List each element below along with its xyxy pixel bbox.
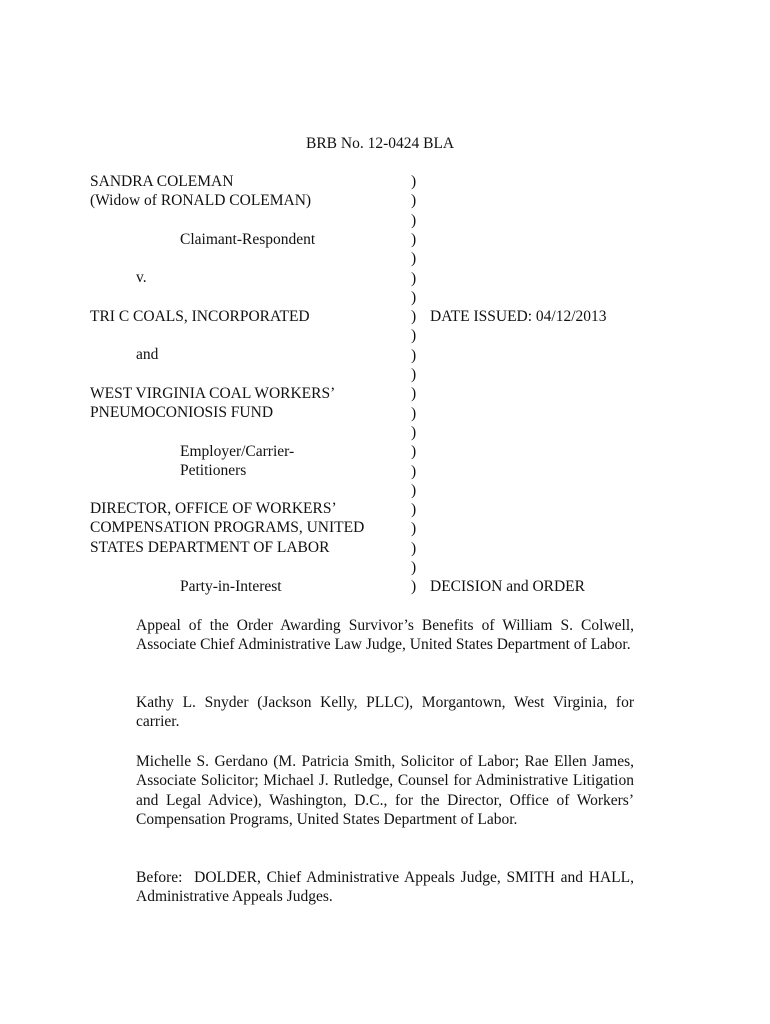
caption-paren: ) (411, 366, 417, 383)
director-counsel-paragraph: Michelle S. Gerdano (M. Patricia Smith, Solicitor of Labor; Rae Ellen James, Associate Solicitor; Michael J. Rutledge, Counsel for Administrative Litigation and Legal Advice), Washington, D.C., for the Director, Office of Workers’ Compensation Programs, United States Department of Labor. (136, 753, 634, 828)
before-paragraph: Before: DOLDER, Chief Administrative Appeals Judge, SMITH and HALL, Administrative Appeals Judges. (136, 869, 638, 906)
caption-paren: ) (411, 559, 417, 576)
director-line2: COMPENSATION PROGRAMS, UNITED (90, 519, 365, 536)
caption-paren: ) (411, 192, 417, 210)
claimant-widow-of: (Widow of RONALD COLEMAN) (90, 192, 312, 209)
caption-paren: ) (411, 539, 417, 557)
fund-name-line2: PNEUMOCONIOSIS FUND (90, 404, 274, 421)
caption-paren: ) (411, 481, 417, 499)
decision-and-order: DECISION and ORDER (430, 578, 585, 595)
caption-paren: ) (411, 269, 417, 287)
caption-paren: ) (411, 230, 417, 248)
caption-paren: ) (411, 404, 417, 422)
petitioner-role-line1: Employer/Carrier- (180, 443, 295, 460)
employer-name: TRI C COALS, INCORPORATED (90, 308, 310, 325)
claimant-role: Claimant-Respondent (180, 231, 316, 248)
caption-paren: ) (411, 288, 417, 306)
director-line1: DIRECTOR, OFFICE OF WORKERS’ (90, 500, 337, 517)
party-in-interest: Party-in-Interest (180, 578, 282, 595)
caption-paren: ) (411, 173, 417, 190)
caption-paren: ) (411, 327, 417, 345)
director-line3: STATES DEPARTMENT OF LABOR (90, 539, 330, 556)
carrier-counsel-paragraph: Kathy L. Snyder (Jackson Kelly, PLLC), Morgantown, West Virginia, for carrier. (136, 694, 634, 731)
docket-number: BRB No. 12-0424 BLA (306, 135, 455, 152)
caption-paren: ) (411, 385, 417, 403)
caption-paren: ) (411, 308, 417, 326)
caption-paren: ) (411, 423, 417, 441)
caption-paren: ) (411, 346, 417, 364)
caption-paren: ) (411, 250, 417, 268)
and-connector: and (136, 346, 159, 363)
date-issued: DATE ISSUED: 04/12/2013 (430, 308, 607, 325)
caption-paren: ) (411, 501, 417, 519)
caption-paren: ) (411, 520, 417, 538)
caption-paren: ) (411, 578, 417, 596)
caption-paren: ) (411, 211, 417, 229)
fund-name-line1: WEST VIRGINIA COAL WORKERS’ (90, 385, 336, 402)
petitioner-role-line2: Petitioners (180, 462, 247, 479)
caption-paren: ) (411, 462, 417, 480)
caption-paren: ) (411, 443, 417, 461)
appeal-paragraph: Appeal of the Order Awarding Survivor’s Benefits of William S. Colwell, Associate Chief Administrative Law Judge, United States Department of Labor. (136, 617, 634, 654)
versus: v. (136, 269, 147, 286)
claimant-name: SANDRA COLEMAN (90, 173, 234, 190)
